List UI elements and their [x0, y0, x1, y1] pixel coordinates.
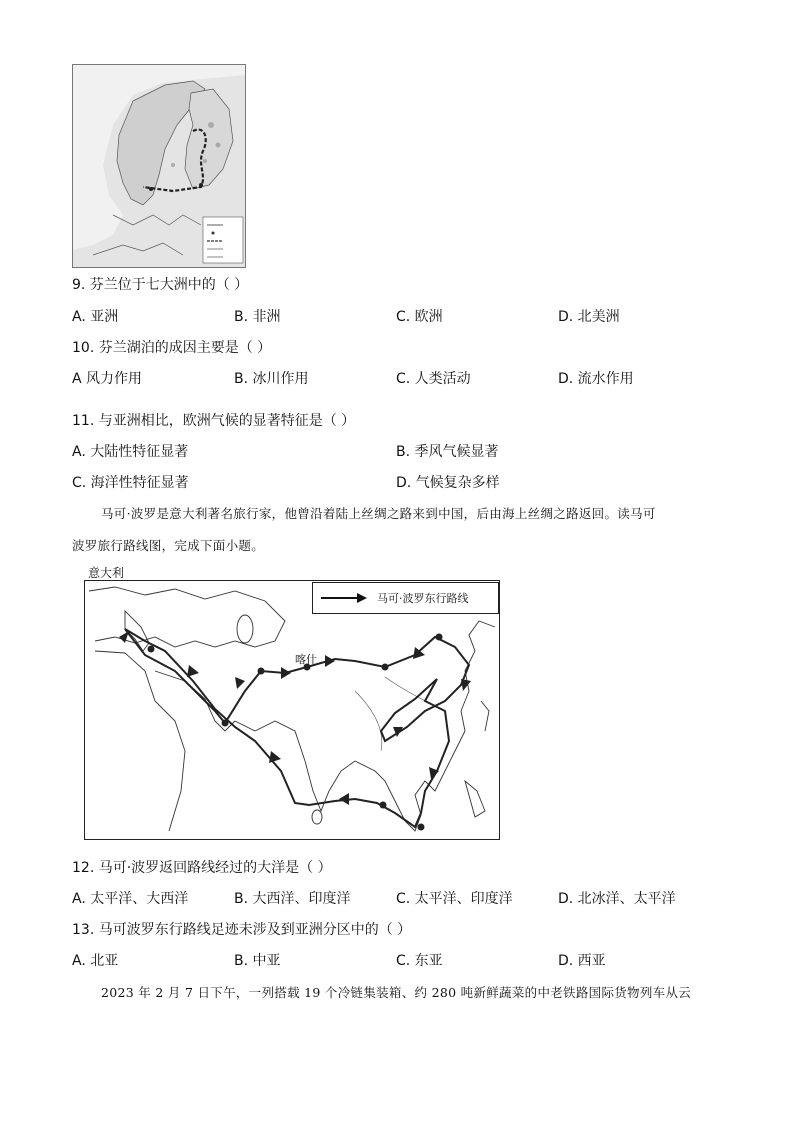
intro-paragraph-line-2: 波罗旅行路线图，完成下面小题。 — [72, 538, 265, 553]
question-13-option-d[interactable]: D. 西亚 — [558, 953, 606, 969]
question-12-stem: 12. 马可·波罗返回路线经过的大洋是（ ） — [72, 860, 332, 876]
question-11-stem: 11. 与亚洲相比，欧洲气候的显著特征是（ ） — [72, 413, 356, 429]
question-9-option-d[interactable]: D. 北美洲 — [558, 309, 620, 325]
legend-arrow-icon — [321, 593, 367, 603]
question-12-option-c[interactable]: C. 太平洋、印度洋 — [396, 891, 513, 907]
question-10-option-c[interactable]: C. 人类活动 — [396, 371, 471, 387]
intro-paragraph-line-1: 马可·波罗是意大利著名旅行家，他曾沿着陆上丝绸之路来到中国，后由海上丝绸之路返回。读马可 — [101, 506, 656, 521]
question-9-option-c[interactable]: C. 欧洲 — [396, 309, 443, 325]
question-13-option-c[interactable]: C. 东亚 — [396, 953, 443, 969]
question-13-option-b[interactable]: B. 中亚 — [234, 953, 281, 969]
question-9-stem: 9. 芬兰位于七大洲中的（ ） — [72, 277, 249, 293]
question-12-option-a[interactable]: A. 太平洋、大西洋 — [72, 891, 189, 907]
question-11-option-b[interactable]: B. 季风气候显著 — [396, 444, 499, 460]
finland-map-graphic — [73, 65, 245, 267]
question-12-option-d[interactable]: D. 北冰洋、太平洋 — [558, 891, 676, 907]
map-label-italy: 意大利 — [88, 566, 125, 580]
question-11-option-a[interactable]: A. 大陆性特征显著 — [72, 444, 189, 460]
marco-polo-map-graphic — [85, 581, 499, 839]
question-12-option-b[interactable]: B. 大西洋、印度洋 — [234, 891, 351, 907]
question-13-option-a[interactable]: A. 北亚 — [72, 953, 119, 969]
question-11-option-d[interactable]: D. 气候复杂多样 — [396, 475, 500, 491]
question-10-stem: 10. 芬兰湖泊的成因主要是（ ） — [72, 340, 272, 356]
question-9-option-a[interactable]: A. 亚洲 — [72, 309, 119, 325]
question-13-stem: 13. 马可波罗东行路线足迹未涉及到亚洲分区中的（ ） — [72, 922, 412, 938]
map-label-kashgar: 喀什 — [295, 653, 317, 666]
question-11-option-c[interactable]: C. 海洋性特征显著 — [72, 475, 189, 491]
marco-polo-route-map — [84, 580, 500, 840]
question-10-option-d[interactable]: D. 流水作用 — [558, 371, 634, 387]
legend-label: 马可·波罗东行路线 — [377, 592, 469, 605]
finland-map — [72, 64, 246, 268]
map-legend — [312, 582, 499, 614]
question-10-option-a[interactable]: A 风力作用 — [72, 371, 143, 387]
bottom-paragraph-line-1: 2023 年 2 月 7 日下午，一列搭载 19 个冷链集装箱、约 280 吨新鲜蔬菜的中老铁路国际货物列车从云 — [101, 985, 692, 1000]
question-10-option-b[interactable]: B. 冰川作用 — [234, 371, 309, 387]
question-9-option-b[interactable]: B. 非洲 — [234, 309, 281, 325]
